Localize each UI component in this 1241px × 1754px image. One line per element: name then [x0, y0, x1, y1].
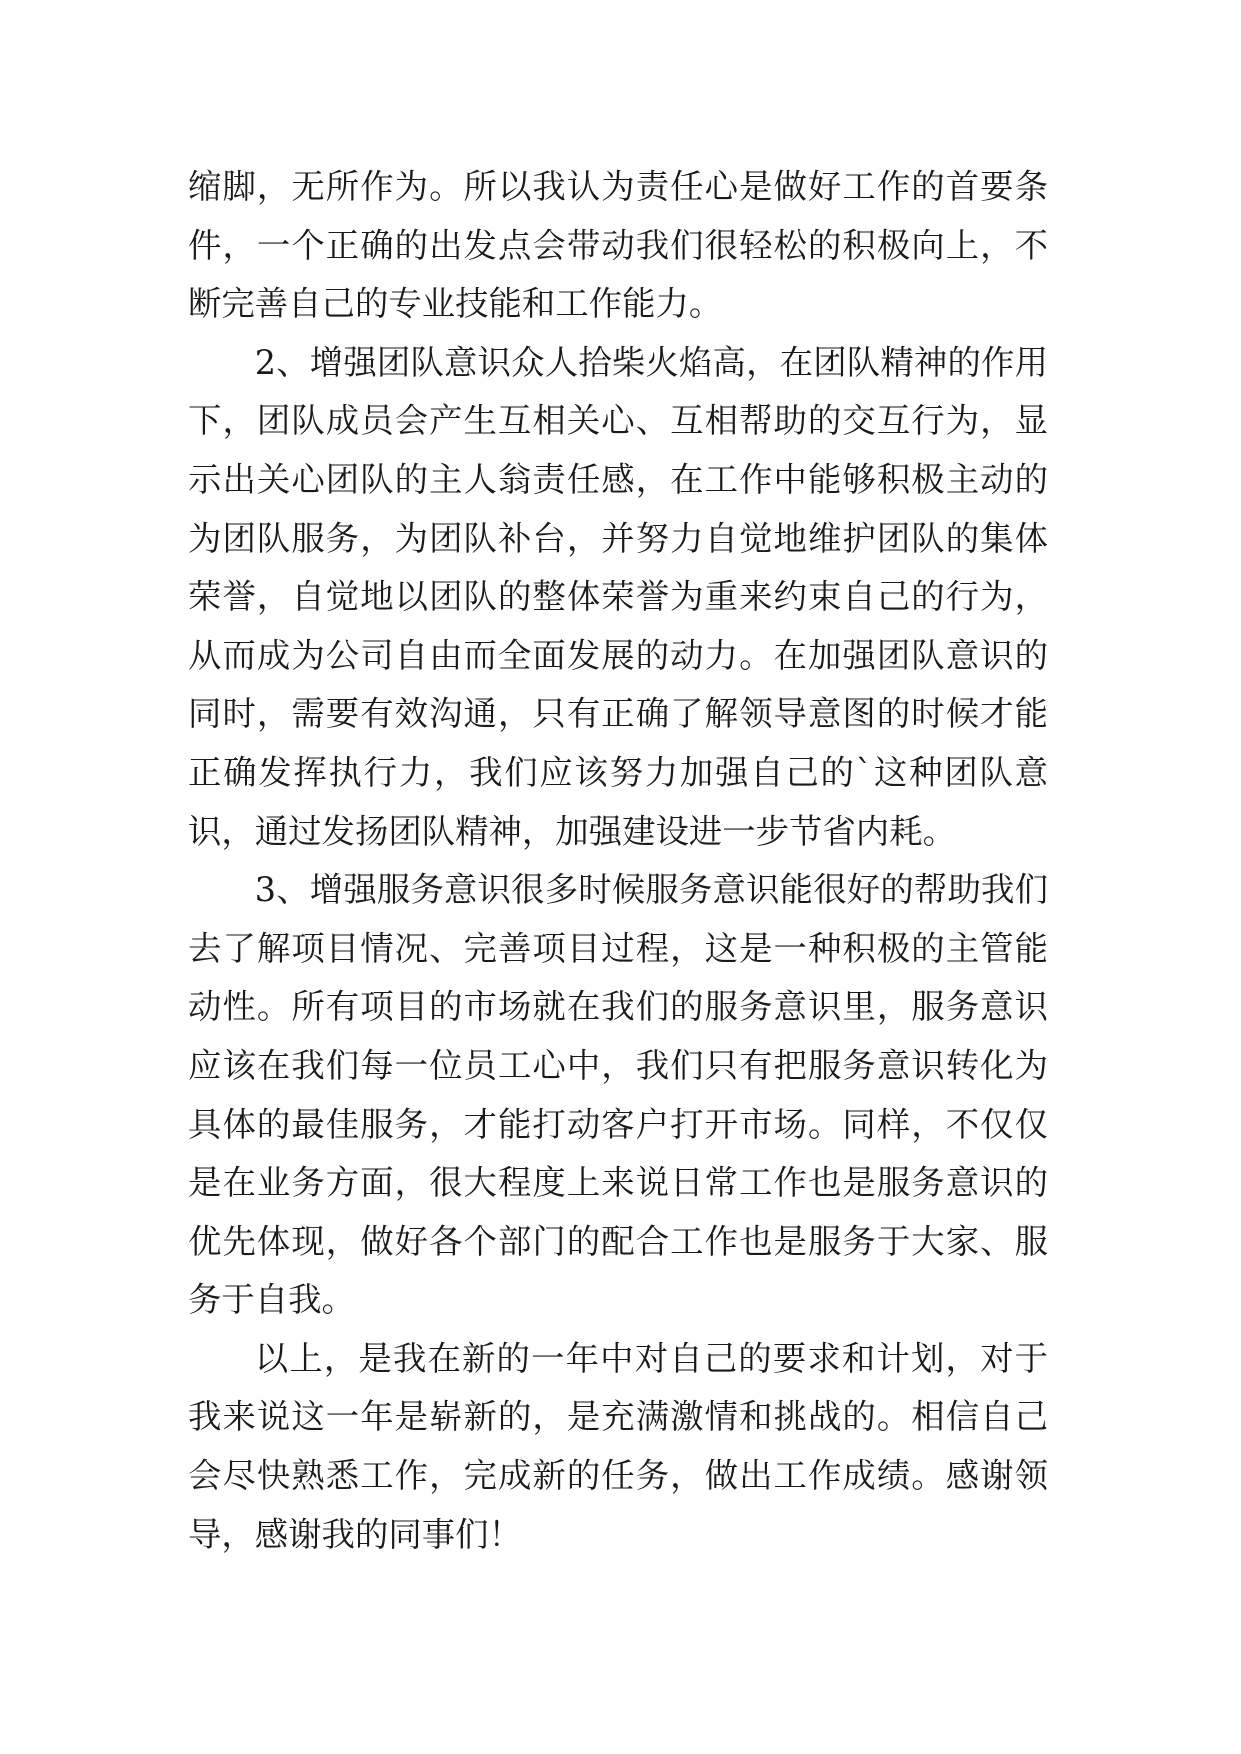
- paragraph-conclusion: 以上，是我在新的一年中对自己的要求和计划，对于我来说这一年是崭新的，是充满激情和挑战的。相信自己会尽快熟悉工作，完成新的任务，做出工作成绩。感谢领导，感谢我的同事们！: [188, 1338, 1048, 1554]
- paragraph-team-awareness: 2、增强团队意识众人拾柴火焰高，在团队精神的作用下，团队成员会产生互相关心、互相帮助的交互行为，显示出关心团队的主人翁责任感，在工作中能够积极主动的为团队服务，为团队补台，并努力自觉地维护团队的集体荣誉，自觉地以团队的整体荣誉为重来约束自己的行为，从而成为公司自由而全面发展的动力。在加强团队意识的同时，需要有效沟通，只有正确了解领导意图的时候才能正确发挥执行力，我们应该努力加强自己的`这种团队意识，通过发扬团队精神，加强建设进一步节省内耗。: [188, 342, 1048, 851]
- paragraph-continuation: 缩脚，无所作为。所以我认为责任心是做好工作的首要条件，一个正确的出发点会带动我们很轻松的积极向上，不断完善自己的专业技能和工作能力。: [188, 167, 1048, 324]
- paragraph-service-awareness: 3、增强服务意识很多时候服务意识能很好的帮助我们去了解项目情况、完善项目过程，这是一种积极的主管能动性。所有项目的市场就在我们的服务意识里，服务意识应该在我们每一位员工心中，我们只有把服务意识转化为具体的最佳服务，才能打动客户打开市场。同样，不仅仅是在业务方面，很大程度上来说日常工作也是服务意识的优先体现，做好各个部门的配合工作也是服务于大家、服务于自我。: [188, 870, 1048, 1320]
- document-body: [188, 158, 1048, 1564]
